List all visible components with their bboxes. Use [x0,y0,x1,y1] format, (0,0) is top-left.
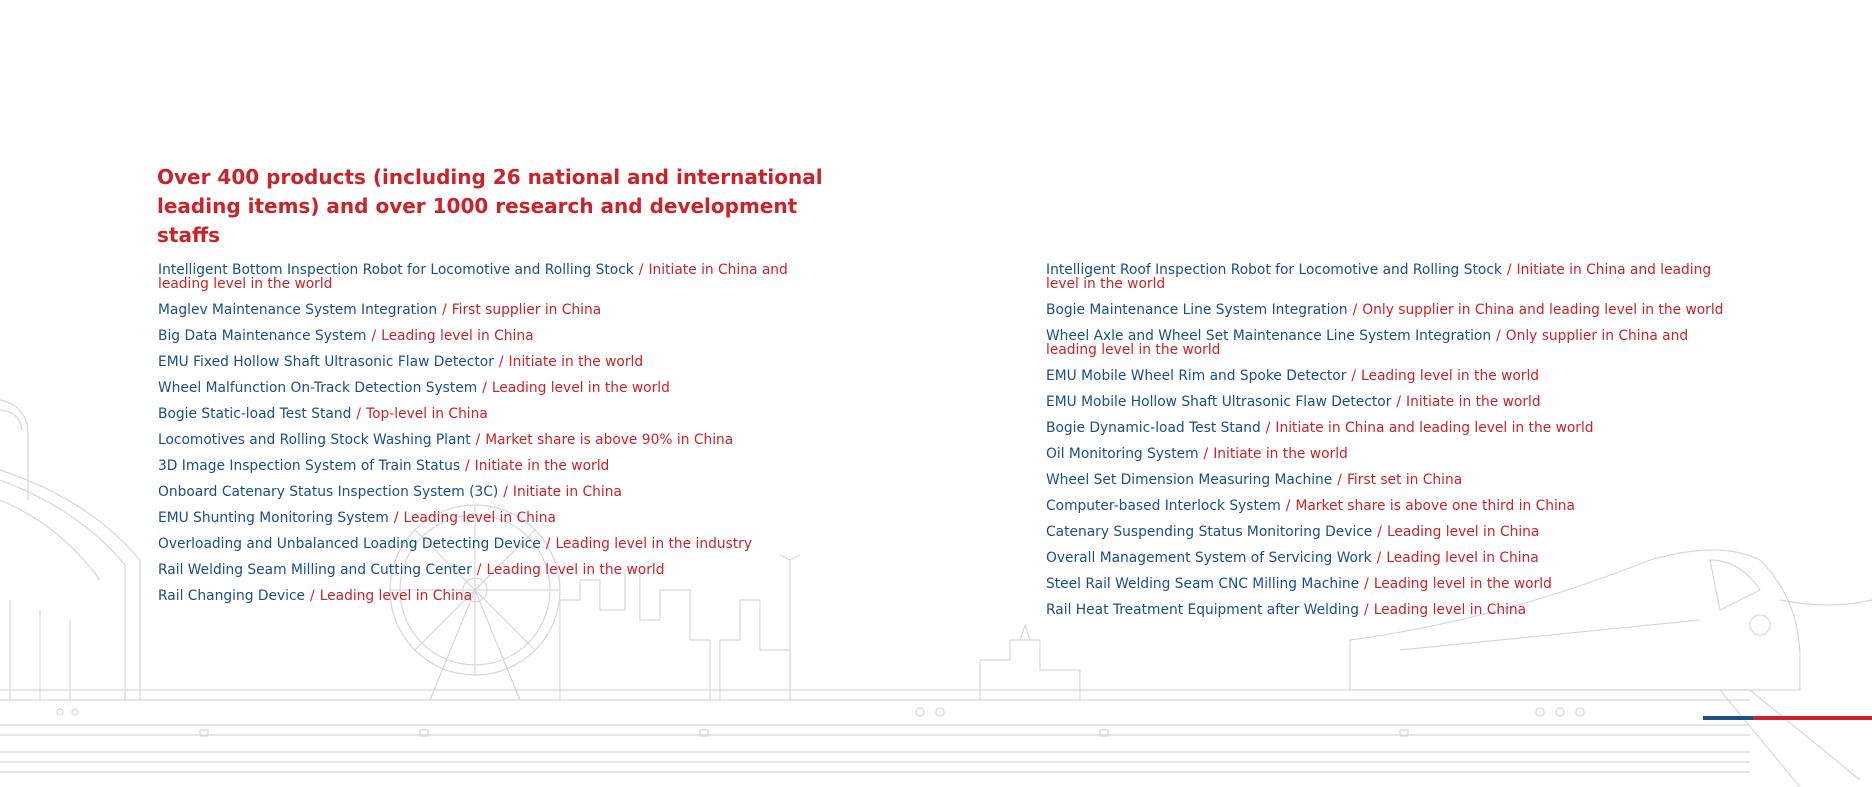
separator: / [482,380,487,396]
separator: / [1496,328,1501,344]
product-status: Only supplier in China and leading level in the world [1046,328,1689,358]
separator: / [476,562,482,578]
product-right-item [1046,603,1726,617]
product-status: Market share is above 90% in China [485,432,734,448]
separator: / [545,536,551,552]
product-left-item [158,329,818,343]
product-left-item [158,485,818,499]
product-left-item [158,563,818,577]
product-left-item [158,589,818,603]
separator: / [393,510,399,526]
product-status: Initiate in the world [1213,446,1348,462]
product-status: Market share is above one third in China [1295,498,1575,514]
separator: / [503,484,508,500]
separator: / [310,588,315,604]
separator: / [1203,446,1209,462]
separator: / [1376,550,1382,566]
product-name: Oil Monitoring System [1046,446,1199,462]
product-status: Leading level in the industry [555,536,753,552]
product-name: Steel Rail Welding Seam CNC Milling Machine [1046,576,1360,592]
product-name: Overloading and Unbalanced Loading Detecting Device [158,536,541,552]
separator: / [1377,524,1382,540]
product-name: Rail Changing Device [158,588,306,604]
product-left-item [158,263,818,291]
product-name: Locomotives and Rolling Stock Washing Plant [158,432,471,448]
product-status: Initiate in the world [474,458,610,474]
product-status: Initiate in the world [508,354,644,370]
product-status: Top-level in China [366,406,488,422]
separator: / [475,432,481,448]
product-name: Computer-based Interlock System [1046,498,1281,514]
product-right-item [1046,473,1726,487]
product-status: Initiate in China and leading level in the world [158,262,788,292]
separator: / [1352,302,1358,318]
separator: / [638,262,644,278]
separator: / [1506,262,1512,278]
product-status: Only supplier in China and leading level in the world [1362,302,1724,318]
product-status: Leading level in China [319,588,473,604]
product-right-item [1046,499,1726,513]
product-left-item [158,303,818,317]
product-right-item [1046,303,1726,317]
product-status: Initiate in China and leading level in the world [1275,420,1594,436]
product-list-left [158,263,818,615]
product-left-item [158,511,818,525]
product-status: Leading level in China [381,328,534,344]
separator: / [1396,394,1402,410]
product-right-item [1046,395,1726,409]
page-title: Over 400 products (including 26 national and international leading items) and over 1000 research and development staffs [157,165,823,247]
separator: / [1364,602,1369,618]
product-name: 3D Image Inspection System of Train Status [158,458,461,474]
product-status: Leading level in China [1386,550,1539,566]
product-right-item [1046,447,1726,461]
product-list-right [1046,263,1726,629]
product-name: Bogie Dynamic-load Test Stand [1046,420,1261,436]
product-left-item [158,433,818,447]
product-left-item [158,537,818,551]
product-name: Big Data Maintenance System [158,328,367,344]
separator: / [1337,472,1342,488]
product-name: Onboard Catenary Status Inspection System (3C) [158,484,499,500]
product-name: Rail Heat Treatment Equipment after Welding [1046,602,1360,618]
product-name: Wheel Axle and Wheel Set Maintenance Line System Integration [1046,328,1492,344]
product-right-item [1046,525,1726,539]
separator: / [442,302,447,318]
separator: / [356,406,362,422]
product-name: Overall Management System of Servicing Work [1046,550,1372,566]
product-right-item [1046,263,1726,291]
product-name: Bogie Maintenance Line System Integration [1046,302,1348,318]
product-right-item [1046,577,1726,591]
product-right-item [1046,369,1726,383]
product-status: Leading level in the world [486,562,665,578]
product-name: Bogie Static-load Test Stand [158,406,352,422]
product-status: Initiate in China [512,484,622,500]
product-left-item [158,407,818,421]
product-name: Catenary Suspending Status Monitoring Device [1046,524,1373,540]
product-name: Intelligent Roof Inspection Robot for Locomotive and Rolling Stock [1046,262,1502,278]
separator: / [1285,498,1291,514]
product-left-item [158,355,818,369]
product-name: EMU Mobile Hollow Shaft Ultrasonic Flaw Detector [1046,394,1392,410]
product-status: First set in China [1346,472,1463,488]
separator: / [498,354,504,370]
product-status: Leading level in the world [1361,368,1540,384]
product-right-item [1046,329,1726,357]
product-status: Leading level in China [1386,524,1540,540]
product-status: Initiate in China and leading level in the world [1046,262,1712,292]
product-status: Leading level in China [1373,602,1527,618]
separator: / [1364,576,1369,592]
product-name: Intelligent Bottom Inspection Robot for Locomotive and Rolling Stock [158,262,634,278]
product-name: Wheel Set Dimension Measuring Machine [1046,472,1333,488]
product-status: Leading level in the world [491,380,670,396]
product-name: EMU Fixed Hollow Shaft Ultrasonic Flaw Detector [158,354,494,370]
product-name: Rail Welding Seam Milling and Cutting Center [158,562,472,578]
separator: / [371,328,377,344]
product-status: Leading level in the world [1373,576,1552,592]
product-left-item [158,459,818,473]
separator: / [1265,420,1271,436]
product-name: Maglev Maintenance System Integration [158,302,438,318]
product-status: Leading level in China [403,510,556,526]
product-status: Initiate in the world [1406,394,1541,410]
product-right-item [1046,551,1726,565]
product-name: Wheel Malfunction On-Track Detection System [158,380,478,396]
product-right-item [1046,421,1726,435]
product-name: EMU Mobile Wheel Rim and Spoke Detector [1046,368,1347,384]
product-status: First supplier in China [451,302,602,318]
separator: / [465,458,470,474]
separator: / [1351,368,1357,384]
product-name: EMU Shunting Monitoring System [158,510,389,526]
product-left-item [158,381,818,395]
